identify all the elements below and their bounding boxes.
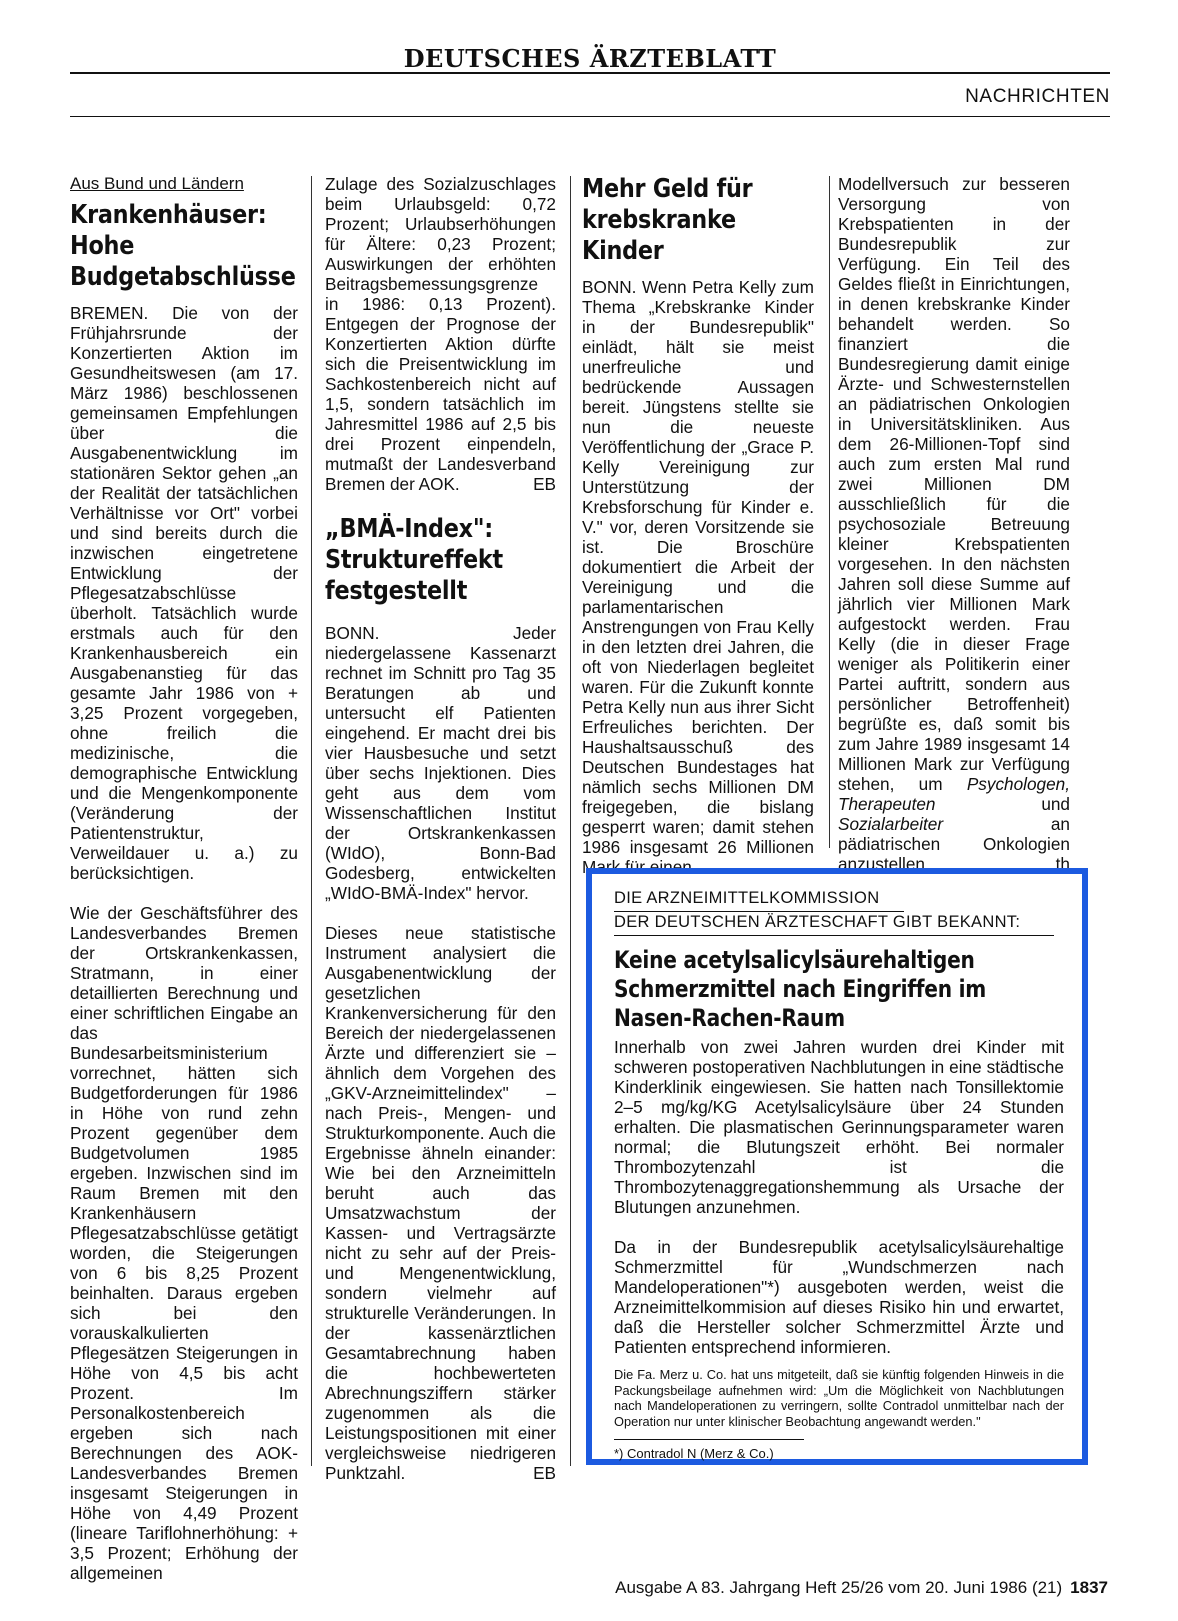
announcement-paragraph: Innerhalb von zwei Jahren wurden drei Kinder mit schweren postoperativen Nachblutungen in eine städtische Kinderklinik eingewiesen. Sie hatten nach Tonsillektomie 2–5 mg/kg/KG Acetylsalicylsäure über 24 Stunden erhalten. Die plasmatischen Gerinnungsparameter waren normal; die Blutungszeit erhöht. Bei normaler Thrombozytenzahl ist die Thrombozytenaggregationshemmung als Ursache der Blutungen anzunehmen. bbox=[614, 1037, 1064, 1217]
article-krebskranke-kinder bbox=[582, 174, 814, 877]
edition-info: Ausgabe A 83. Jahrgang Heft 25/26 vom 20. Juni 1986 (21) bbox=[615, 1578, 1063, 1597]
masthead: DEUTSCHES ÄRZTEBLATT bbox=[403, 44, 777, 73]
article-krebskranke-kinder-cont bbox=[838, 174, 1070, 874]
masthead-rule bbox=[70, 72, 1110, 74]
article-signature: EB bbox=[533, 474, 556, 494]
column-divider bbox=[829, 176, 830, 848]
article-krankenhaeuser bbox=[70, 174, 298, 1583]
page-footer bbox=[615, 1578, 1108, 1598]
article-paragraph: Dieses neue statistische Instrument analysiert die Ausgabenentwicklung der gesetzlichen Krankenversicherung für den Bereich der niedergelassenen Ärzte und differenziert sie – ähnlich dem Vorgehen des „GKV-Arzneimittelindex" – nach Preis-, Mengen- und Strukturkomponente. Auch die Ergebnisse ähneln einander: Wie bei den Arzneimitteln beruht auch das Umsatzwachstum der Kassen- und Vertragsärzte nicht zu sehr auf der Preis- und Mengenentwicklung, sondern vielmehr auf strukturelle Veränderungen. In der kassenärztlichen Gesamtabrechnung haben die hochbewerteten Abrechnungsziffern stärker zugenommen als die Leistungspositionen mit einer vergleichsweise niedrigeren Punktzahl. EB bbox=[325, 923, 556, 1483]
article-paragraph: Modellversuch zur besseren Versorgung von Krebspatienten in der Bundesrepublik zur Verfügung. Ein Teil des Geldes fließt in Einrichtungen, in denen krebskranke Kinder behandelt werden. So finanziert die Bundesregierung damit einige Ärzte- und Schwesternstellen an pädiatrischen Onkologien in Universitätskliniken. Aus dem 26-Millionen-Topf sind auch zum ersten Mal rund zwei Millionen DM ausschließlich für die psychosoziale Betreuung kleiner Krebspatienten vorgesehen. In den nächsten Jahren soll diese Summe auf jährlich vier Millionen Mark aufgestockt werden. Frau Kelly (die in dieser Frage weniger als Politikerin einer Partei auftritt, sondern aus persönlicher Betroffenheit) begrüßte es, daß somit bis zum Jahre 1989 insgesamt 14 Millionen Mark zur Verfügung stehen, um Psychologen, Therapeuten und Sozialarbeiter an pädiatrischen Onkologien anzustellen. th bbox=[838, 174, 1071, 874]
article-bmae-index bbox=[325, 174, 556, 1483]
announcement-box bbox=[586, 868, 1088, 1465]
announcement-note: Die Fa. Merz u. Co. hat uns mitgeteilt, daß sie künftig folgenden Hinweis in die Packungsbeilage aufnehmen wird: „Um die Möglichkeit von Nachblutungen nach Mandeloperationen zu verringern, sollte Contradol unmittelbar nach der Operation nur unter klinischer Beobachtung angewandt werden." bbox=[614, 1367, 1064, 1429]
page-number: 1837 bbox=[1070, 1578, 1108, 1597]
column-divider bbox=[570, 176, 571, 1466]
article-paragraph: BONN. Wenn Petra Kelly zum Thema „Krebskranke Kinder in der Bundesrepublik" einlädt, hält sie meist unerfreuliche und bedrückende Aussagen bereit. Jüngstens stellte sie nun die neueste Veröffentlichung der „Grace P. Kelly Vereinigung zur Unterstützung der Krebsforschung für Kinder e. V." vor, deren Vorsitzende sie ist. Die Broschüre dokumentiert die Arbeit der Vereinigung und die parlamentarischen Anstrengungen von Frau Kelly in den letzten drei Jahren, die oft von Niederlagen begleitet waren. Für die Zukunft konnte Petra Kelly nun aus ihrer Sicht Erfreuliches berichten. Der Haushaltsausschuß des Deutschen Bundestages hat nämlich sechs Millionen DM freigegeben, die bislang gesperrt waren; damit stehen 1986 insgesamt 26 Millionen Mark für einen bbox=[582, 277, 814, 877]
column-divider bbox=[311, 176, 312, 1466]
article-paragraph: Wie der Geschäftsführer des Landesverbandes Bremen der Ortskrankenkassen, Stratmann, in einer detaillierten Berechnung und einer schriftlichen Eingabe an das Bundesarbeitsministerium vorrechnet, hätten sich Budgetforderungen für 1986 in Höhe von rund zehn Prozent gegenüber dem Budgetvolumen 1985 ergeben. Inzwischen sind im Raum Bremen mit den Krankenhäusern Pflegesatzabschlüsse getätigt worden, die Steigerungen von 6 bis 8,25 Prozent beinhalten. Daraus ergeben sich bei den vorauskalkulierten Pflegesätzen Steigerungen in Höhe von 4,5 bis acht Prozent. Im Personalkostenbereich ergeben sich nach Berechnungen des AOK-Landesverbandes Bremen insgesamt Steigerungen in Höhe von 4,49 Prozent (lineare Tariflohnerhöhung: + 3,5 Prozent; Erhöhung der allgemeinen bbox=[70, 903, 298, 1583]
article-headline: Mehr Geld für krebskranke Kinder bbox=[582, 174, 753, 266]
announcement-kicker: DIE ARZNEIMITTELKOMMISSION DER DEUTSCHEN ÄRZTESCHAFT GIBT BEKANNT: bbox=[614, 888, 1064, 936]
article-paragraph: BREMEN. Die von der Frühjahrsrunde der Konzertierten Aktion im Gesundheitswesen (am 17. März 1986) beschlossenen gemeinsamen Empfehlungen über die Ausgabenentwicklung im stationären Sektor gehen „an der Realität der tatsächlichen Verhältnisse vor Ort" vorbei und sind bereits durch die inzwischen eingetretene Entwicklung der Pflegesatzabschlüsse überholt. Tatsächlich wurde erstmals auch für den Krankenhausbereich ein Ausgabenanstieg für das gesamte Jahr 1986 von + 3,25 Prozent vorgegeben, ohne freilich die medizinische, die demographische Entwicklung und die Mengenkomponente (Veränderung der Patientenstruktur, Verweildauer u. a.) zu berücksichtigen. bbox=[70, 303, 298, 883]
article-paragraph: Zulage des Sozialzuschlages beim Urlaubsgeld: 0,72 Prozent; Urlaubserhöhungen für Ältere: 0,23 Prozent; Auswirkungen der erhöhten Beitragsbemessungsgrenze in 1986: 0,13 Prozent). Entgegen der Prognose der Konzertierten Aktion dürfte sich die Preisentwicklung im Sachkostenbereich nicht auf 1,5, sondern tatsächlich im Jahresmittel 1986 auf 2,5 bis drei Prozent einpendeln, mutmaßt der Landesverband Bremen der AOK. EB bbox=[325, 174, 556, 494]
article-signature: th bbox=[1055, 854, 1070, 874]
announcement-headline: Keine acetylsalicylsäurehaltigen Schmerzmittel nach Eingriffen im Nasen-Rachen-Raum bbox=[614, 946, 987, 1032]
article-headline: „BMÄ-Index": Struktureffekt festgestellt bbox=[325, 514, 503, 606]
section-rule bbox=[70, 116, 1110, 117]
article-headline: Krankenhäuser: Hohe Budgetabschlüsse bbox=[70, 200, 296, 292]
section-label: NACHRICHTEN bbox=[965, 86, 1110, 107]
announcement-paragraph: Da in der Bundesrepublik acetylsalicylsäurehaltige Schmerzmittel für „Wundschmerzen nach Mandeloperationen"*) ausgeboten werden, weist die Arzneimittelkommision auf dieses Risiko hin und erwartet, daß die Hersteller solcher Schmerzmittel Ärzte und Patienten entsprechend informieren. bbox=[614, 1237, 1064, 1357]
article-paragraph: BONN. Jeder niedergelassene Kassenarzt rechnet im Schnitt pro Tag 35 Beratungen ab und untersucht elf Patienten eingehend. Er macht drei bis vier Hausbesuche und setzt über sechs Injektionen. Dies geht aus dem vom Wissenschaftlichen Institut der Ortskrankenkassen (WIdO), Bonn-Bad Godesberg, entwickelten „WIdO-BMÄ-Index" hervor. bbox=[325, 623, 556, 903]
announcement-footnote: *) Contradol N (Merz & Co.) bbox=[614, 1446, 774, 1461]
article-signature: EB bbox=[533, 1463, 556, 1483]
article-kicker: Aus Bund und Ländern bbox=[70, 174, 244, 193]
